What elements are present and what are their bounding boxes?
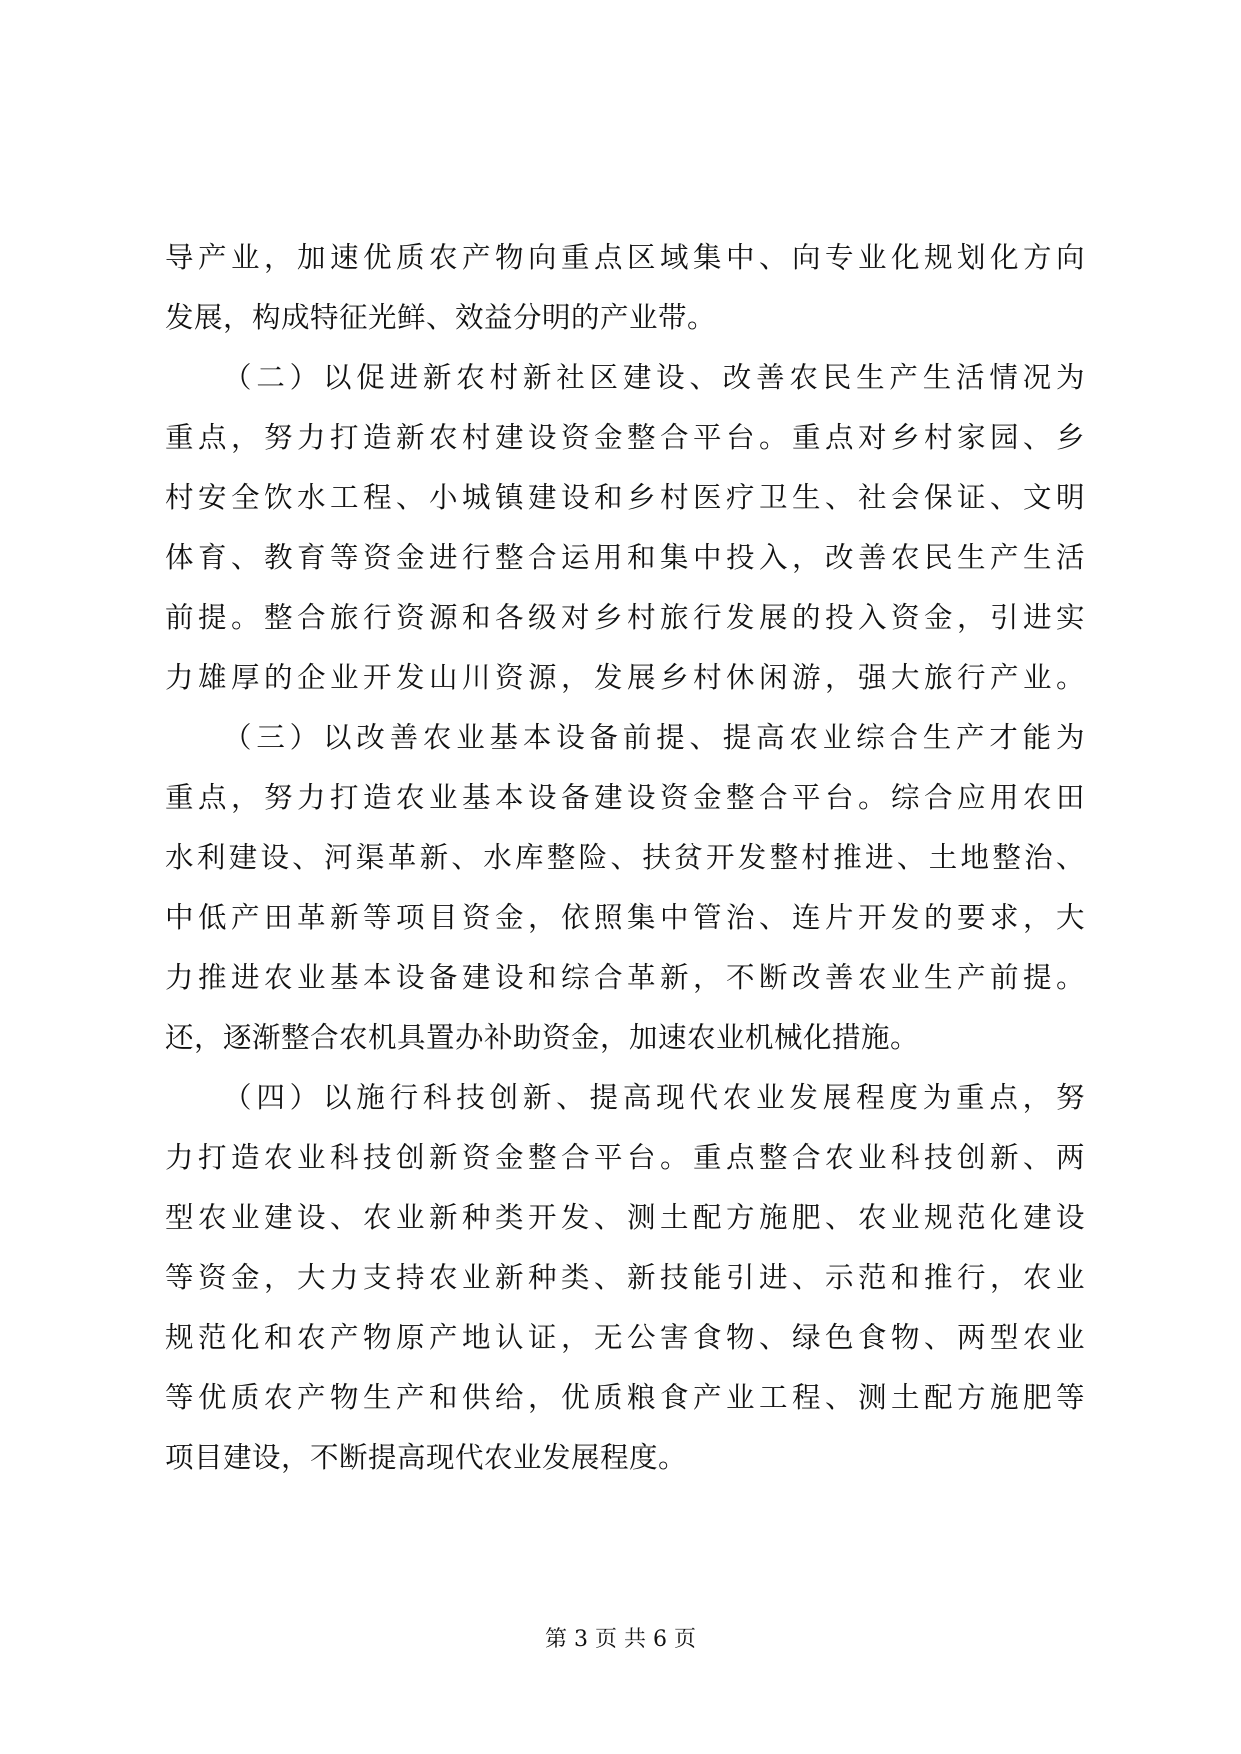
text-line: 重点，努力打造新农村建设资金整合平台。重点对乡村家园、乡 — [165, 421, 1085, 454]
text-line: 力推进农业基本设备建设和综合革新，不断改善农业生产前提。 — [165, 961, 1085, 994]
text-line: （四）以施行科技创新、提高现代农业发展程度为重点，努 — [223, 1081, 1085, 1114]
text-line: 体育、教育等资金进行整合运用和集中投入，改善农民生产生活 — [165, 541, 1085, 574]
text-line: 等优质农产物生产和供给，优质粮食产业工程、测土配方施肥等 — [165, 1381, 1085, 1414]
text-line: 导产业，加速优质农产物向重点区域集中、向专业化规划化方向 — [165, 241, 1085, 274]
text-line: 发展，构成特征光鲜、效益分明的产业带。 — [165, 301, 717, 334]
document-body — [165, 228, 1085, 1488]
text-line: 规范化和农产物原产地认证，无公害食物、绿色食物、两型农业 — [165, 1321, 1085, 1354]
page-number-footer: 第 3 页 共 6 页 — [545, 1627, 696, 1652]
text-line: 力打造农业科技创新资金整合平台。重点整合农业科技创新、两 — [165, 1141, 1085, 1174]
text-line: 重点，努力打造农业基本设备建设资金整合平台。综合应用农田 — [165, 781, 1085, 814]
text-line: 中低产田革新等项目资金，依照集中管治、连片开发的要求，大 — [165, 901, 1085, 934]
text-line: 还，逐渐整合农机具置办补助资金，加速农业机械化措施。 — [165, 1021, 920, 1054]
text-line: 力雄厚的企业开发山川资源，发展乡村休闲游，强大旅行产业。 — [165, 661, 1085, 694]
text-line: 等资金，大力支持农业新种类、新技能引进、示范和推行，农业 — [165, 1261, 1085, 1294]
text-line: 型农业建设、农业新种类开发、测土配方施肥、农业规范化建设 — [165, 1201, 1085, 1234]
text-line: 前提。整合旅行资源和各级对乡村旅行发展的投入资金，引进实 — [165, 601, 1085, 634]
text-line: 水利建设、河渠革新、水库整险、扶贫开发整村推进、土地整治、 — [165, 841, 1085, 874]
text-line: （三）以改善农业基本设备前提、提高农业综合生产才能为 — [223, 721, 1085, 754]
text-line: （二）以促进新农村新社区建设、改善农民生产生活情况为 — [223, 361, 1085, 394]
text-line: 村安全饮水工程、小城镇建设和乡村医疗卫生、社会保证、文明 — [165, 481, 1085, 514]
text-line: 项目建设，不断提高现代农业发展程度。 — [165, 1441, 688, 1474]
